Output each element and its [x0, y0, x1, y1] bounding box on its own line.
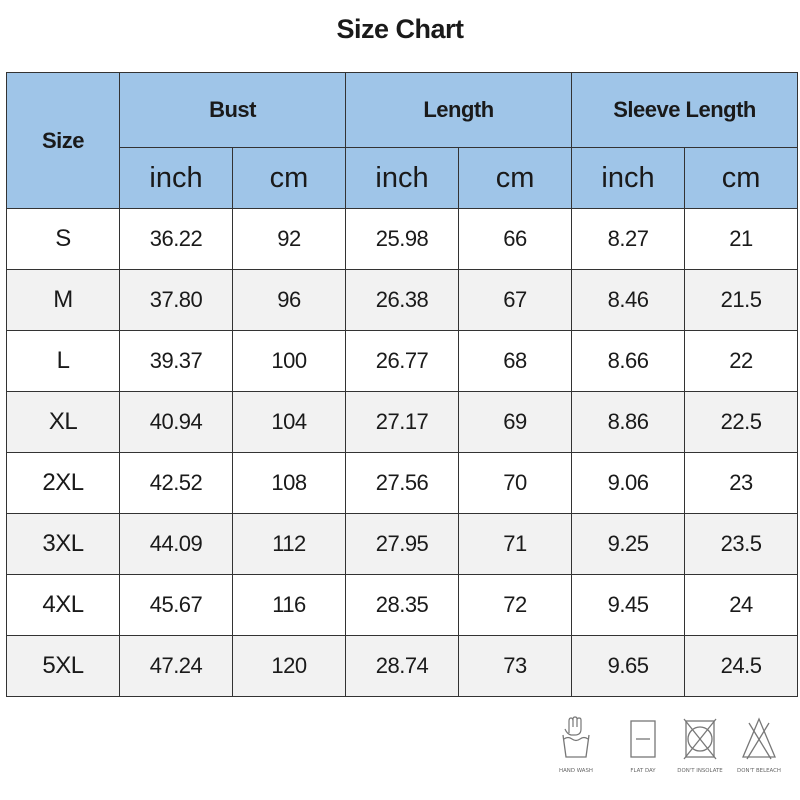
measurement-cell: 72	[459, 575, 572, 636]
measurement-cell: 28.74	[346, 636, 459, 697]
table-row	[7, 209, 798, 270]
unit-header: cm	[685, 148, 798, 209]
page-title: Size Chart	[336, 14, 464, 44]
measurement-cell: 73	[459, 636, 572, 697]
size-cell: M	[7, 270, 120, 331]
measurement-cell: 116	[233, 575, 346, 636]
measurement-cell: 21	[685, 209, 798, 270]
measurement-cell: 42.52	[120, 453, 233, 514]
care-dont-bleach	[729, 715, 789, 774]
length-header: Length	[346, 73, 572, 148]
size-cell: 3XL	[7, 514, 120, 575]
measurement-cell: 100	[233, 331, 346, 392]
measurement-cell: 27.17	[346, 392, 459, 453]
measurement-cell: 25.98	[346, 209, 459, 270]
measurement-cell: 9.45	[572, 575, 685, 636]
care-label: DON'T BELEACH	[737, 767, 781, 774]
measurement-cell: 112	[233, 514, 346, 575]
measurement-cell: 8.86	[572, 392, 685, 453]
measurement-cell: 67	[459, 270, 572, 331]
measurement-cell: 37.80	[120, 270, 233, 331]
size-column-header: Size	[7, 73, 120, 209]
measurement-cell: 39.37	[120, 331, 233, 392]
group-header-row	[7, 73, 798, 148]
unit-header: cm	[233, 148, 346, 209]
measurement-cell: 22.5	[685, 392, 798, 453]
measurement-cell: 70	[459, 453, 572, 514]
bust-header: Bust	[120, 73, 346, 148]
care-label: FLAT DAY	[630, 767, 656, 774]
table-body	[7, 209, 798, 697]
table-row	[7, 453, 798, 514]
measurement-cell: 104	[233, 392, 346, 453]
measurement-cell: 9.25	[572, 514, 685, 575]
measurement-cell: 108	[233, 453, 346, 514]
care-label: DON'T INSOLATE	[677, 767, 723, 774]
size-cell: XL	[7, 392, 120, 453]
dont-bleach-icon	[739, 715, 779, 761]
measurement-cell: 27.56	[346, 453, 459, 514]
measurement-cell: 96	[233, 270, 346, 331]
measurement-cell: 36.22	[120, 209, 233, 270]
unit-header: cm	[459, 148, 572, 209]
care-hand-wash	[546, 715, 606, 774]
size-cell: 5XL	[7, 636, 120, 697]
measurement-cell: 40.94	[120, 392, 233, 453]
table-row	[7, 636, 798, 697]
measurement-cell: 9.06	[572, 453, 685, 514]
size-cell: 2XL	[7, 453, 120, 514]
care-label: HAND WASH	[559, 767, 593, 774]
measurement-cell: 8.46	[572, 270, 685, 331]
measurement-cell: 47.24	[120, 636, 233, 697]
dont-insolate-icon	[680, 715, 720, 761]
measurement-cell: 26.38	[346, 270, 459, 331]
table-row	[7, 392, 798, 453]
care-flat-dry	[613, 715, 673, 774]
sleeve-length-header: Sleeve Length	[572, 73, 798, 148]
measurement-cell: 44.09	[120, 514, 233, 575]
measurement-cell: 8.66	[572, 331, 685, 392]
table-row	[7, 270, 798, 331]
hand-wash-icon	[559, 715, 593, 761]
unit-header: inch	[572, 148, 685, 209]
size-table	[6, 72, 798, 697]
measurement-cell: 69	[459, 392, 572, 453]
flat-dry-icon	[626, 715, 660, 761]
size-cell: 4XL	[7, 575, 120, 636]
measurement-cell: 23.5	[685, 514, 798, 575]
measurement-cell: 68	[459, 331, 572, 392]
measurement-cell: 9.65	[572, 636, 685, 697]
measurement-cell: 28.35	[346, 575, 459, 636]
size-cell: L	[7, 331, 120, 392]
measurement-cell: 45.67	[120, 575, 233, 636]
measurement-cell: 92	[233, 209, 346, 270]
measurement-cell: 120	[233, 636, 346, 697]
size-cell: S	[7, 209, 120, 270]
units-header-row	[7, 148, 798, 209]
measurement-cell: 22	[685, 331, 798, 392]
measurement-cell: 24.5	[685, 636, 798, 697]
table-row	[7, 575, 798, 636]
measurement-cell: 24	[685, 575, 798, 636]
measurement-cell: 23	[685, 453, 798, 514]
measurement-cell: 27.95	[346, 514, 459, 575]
measurement-cell: 26.77	[346, 331, 459, 392]
unit-header: inch	[120, 148, 233, 209]
measurement-cell: 8.27	[572, 209, 685, 270]
table-row	[7, 514, 798, 575]
care-dont-insolate	[670, 715, 730, 774]
measurement-cell: 66	[459, 209, 572, 270]
measurement-cell: 71	[459, 514, 572, 575]
measurement-cell: 21.5	[685, 270, 798, 331]
unit-header: inch	[346, 148, 459, 209]
table-row	[7, 331, 798, 392]
